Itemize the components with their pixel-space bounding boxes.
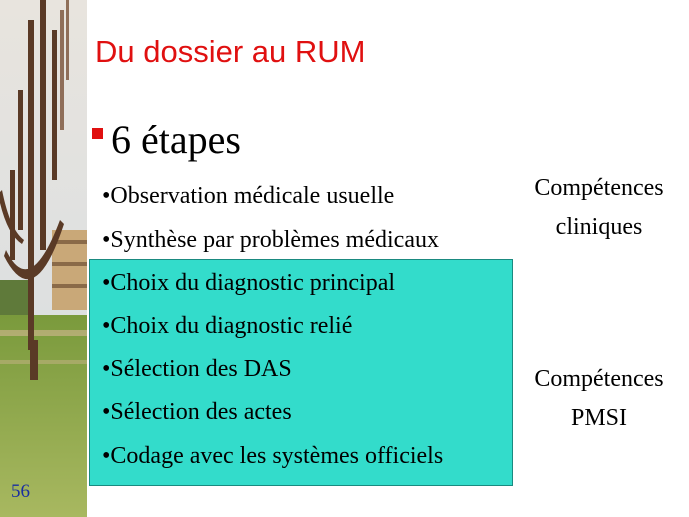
step-item: •Sélection des actes xyxy=(102,399,292,425)
competences-cliniques-line2: cliniques xyxy=(555,214,643,240)
sculpture-photo xyxy=(0,0,87,517)
competences-pmsi-line2: PMSI xyxy=(570,405,628,431)
slide-title: Du dossier au RUM xyxy=(95,34,366,69)
step-item: •Choix du diagnostic principal xyxy=(102,270,396,296)
main-bullet-text: 6 étapes xyxy=(111,117,241,162)
bullet-square-icon xyxy=(92,128,103,139)
competences-cliniques-label xyxy=(514,175,684,241)
step-item: •Codage avec les systèmes officiels xyxy=(102,443,444,469)
step-item: •Synthèse par problèmes médicaux xyxy=(102,227,439,253)
competences-pmsi-label xyxy=(514,366,684,432)
slide-number: 56 xyxy=(11,481,30,502)
competences-pmsi-line1: Compétences xyxy=(534,366,664,392)
main-bullet xyxy=(92,116,241,163)
step-item: •Sélection des DAS xyxy=(102,356,292,382)
competences-cliniques-line1: Compétences xyxy=(534,175,664,201)
step-item: •Observation médicale usuelle xyxy=(102,183,395,209)
step-item: •Choix du diagnostic relié xyxy=(102,313,353,339)
